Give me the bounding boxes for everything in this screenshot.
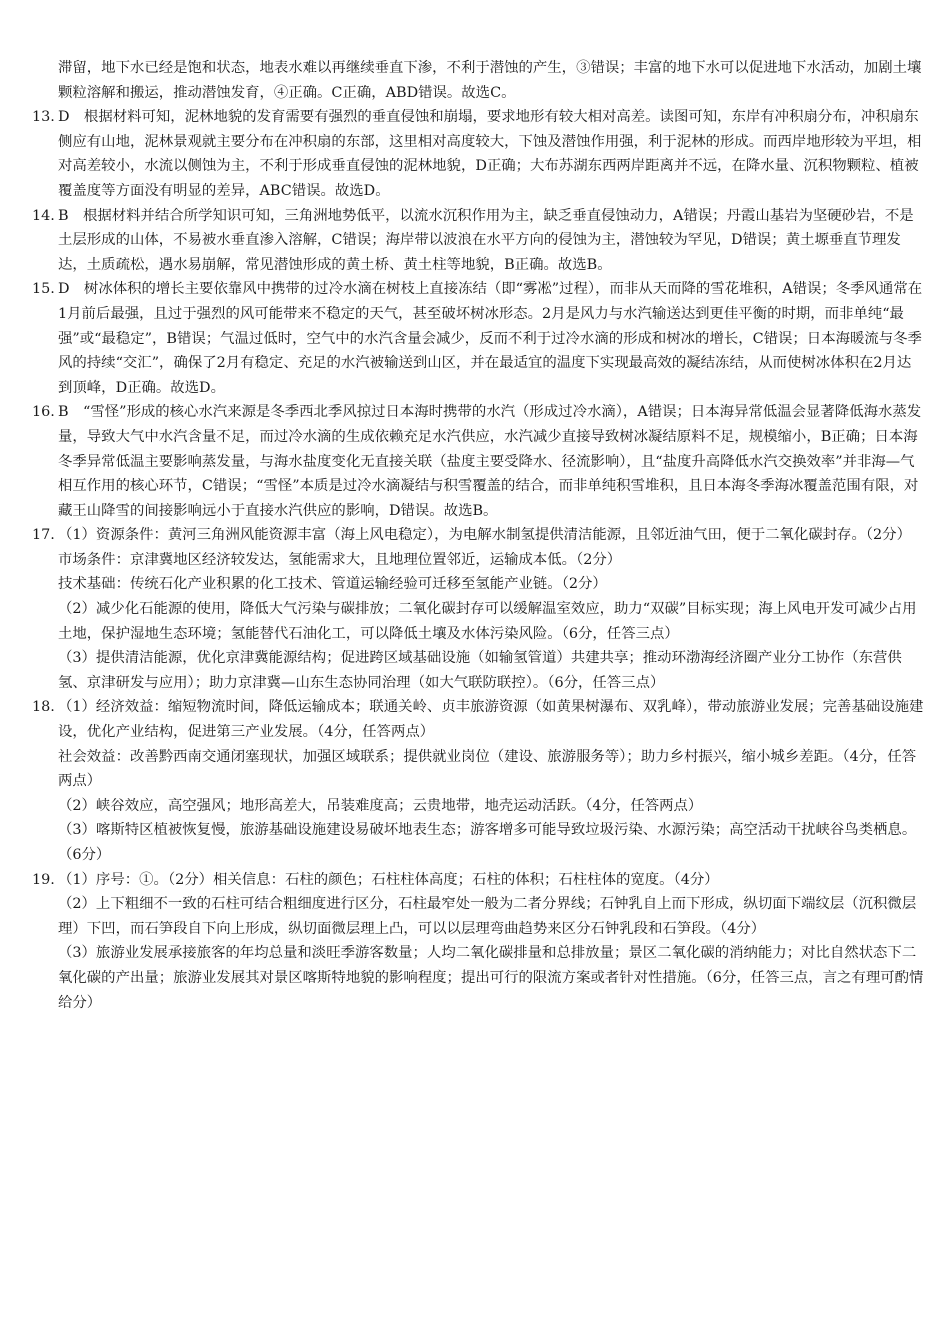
item-number: 13.	[32, 109, 55, 126]
answer-item-17	[32, 523, 924, 695]
answer-part-1-tech: 技术基础：传统石化产业积累的化工技术、管道运输经验可迁移至氢能产业链。（2分）	[58, 576, 607, 593]
answer-item-18	[32, 695, 924, 867]
item-number: 19.	[32, 871, 55, 888]
item-number: 14.	[32, 207, 55, 224]
answer-part-1: （1）资源条件：黄河三角洲风能资源丰富（海上风电稳定），为电解水制氢提供清洁能源，且邻近油气田，便于二氧化碳封存。（2分）	[58, 527, 911, 544]
answer-part-1-social: 社会效益：改善黔西南交通闭塞现状，加强区域联系；提供就业岗位（建设、旅游服务等）；助力乡村振兴，缩小城乡差距。（4分，任答两点）	[58, 748, 917, 790]
answer-part-3: （3）旅游业发展承接旅客的年均总量和淡旺季游客数量；人均二氧化碳排量和总排放量；景区二氧化碳的消纳能力；对比自然状态下二氧化碳的产出量；旅游业发展其对景区喀斯特地貌的影响程度；提出可行的限流方案或者针对性措施。（6分，任答三点，言之有理可酌情给分）	[58, 945, 924, 1011]
answer-text: D 根据材料可知，泥林地貌的发育需要有强烈的垂直侵蚀和崩塌，要求地形有较大相对高差。读图可知，东岸有冲积扇分布，冲积扇东侧应有山地，泥林景观就主要分布在冲积扇的东部，这里相对高度较大，下蚀及潜蚀作用强，利于泥林的形成。而西岸地形较为平坦，相对高差较小，水流以侧蚀为主，不利于形成垂直侵蚀的泥林地貌，D正确；大布苏湖东西两岸距离并不远，在降水量、沉积物颗粒、植被覆盖度等方面没有明显的差异，ABC错误。故选D。	[58, 109, 922, 199]
answer-item-16	[32, 400, 924, 523]
item-number: 15.	[32, 281, 55, 298]
item-number: 17.	[32, 527, 55, 544]
answer-item-15	[32, 277, 924, 400]
item-number: 16.	[32, 404, 55, 421]
answer-part-3: （3）提供清洁能源，优化京津冀能源结构；促进跨区域基础设施（如输氢管道）共建共享；推动环渤海经济圈产业分工协作（东营供氢、京津研发与应用）；助力京津冀—山东生态协同治理（如大气联防联控）。（6分，任答三点）	[58, 650, 902, 691]
answer-part-2: （2）峡谷效应，高空强风；地形高差大，吊装难度高；云贵地带，地壳运动活跃。（4分，任答两点）	[58, 797, 703, 814]
answer-item-19	[32, 868, 924, 1016]
answer-item-14	[32, 204, 924, 278]
answer-part-3: （3）喀斯特区植被恢复慢，旅游基础设施建设易破坏地表生态；游客增多可能导致垃圾污染、水源污染；高空活动干扰峡谷鸟类栖息。（6分）	[58, 822, 917, 863]
answer-part-2: （2）减少化石能源的使用，降低大气污染与碳排放；二氧化碳封存可以缓解温室效应，助力“双碳”目标实现；海上风电开发可减少占用土地，保护湿地生态环境；氢能替代石油化工，可以降低土壤及水体污染风险。（6分，任答三点）	[58, 601, 917, 642]
answer-text: D 树冰体积的增长主要依靠风中携带的过冷水滴在树枝上直接冻结（即“雾凇”过程），而非从天而降的雪花堆积，A错误；冬季风通常在1月前后最强，且过于强烈的风可能带来不稳定的天气，甚至破坏树冰形态。2月是风力与水汽输送达到更佳平衡的时期，而非单纯“最强”或“最稳定”，B错误；气温过低时，空气中的水汽含量会减少，反而不利于过冷水滴的形成和树冰的增长，C错误；日本海暖流与冬季风的持续“交汇”，确保了2月有稳定、充足的水汽被输送到山区，并在最适宜的温度下实现最高效的凝结冻结，从而使树冰体积在2月达到顶峰，D正确。故选D。	[58, 281, 923, 396]
answer-part-2: （2）上下粗细不一致的石柱可结合粗细度进行区分，石柱最窄处一般为二者分界线；石钟乳自上而下形成，纵切面下端纹层（沉积微层理）下凹，而石笋段自下向上形成，纵切面微层理上凸，可以以层理弯曲趋势来区分石钟乳段和石笋段。（4分）	[58, 896, 917, 937]
answer-text: B “雪怪”形成的核心水汽来源是冬季西北季风掠过日本海时携带的水汽（形成过冷水滴），A错误；日本海异常低温会显著降低海水蒸发量，导致大气中水汽含量不足，而过冷水滴的生成依赖充足水汽供应，水汽减少直接导致树冰凝结原料不足，规模缩小，B正确；日本海冬季异常低温主要影响蒸发量，与海水盐度变化无直接关联（盐度主要受降水、径流影响），且“盐度升高降低水汽交换效率”并非海—气相互作用的核心环节，C错误；“雪怪”本质是过冷水滴凝结与积雪覆盖的结合，而非单纯积雪堆积，且日本海冬季海冰覆盖范围有限，对藏王山降雪的间接影响远小于直接水汽供应的影响，D错误。故选B。	[58, 404, 922, 519]
answer-key-page	[32, 56, 924, 1015]
answer-part-1: （1）经济效益：缩短物流时间，降低运输成本；联通关岭、贞丰旅游资源（如黄果树瀑布、双乳峰），带动旅游业发展；完善基础设施建设，优化产业结构，促进第三产业发展。（4分，任答两点）	[58, 699, 924, 741]
answer-part-1-market: 市场条件：京津冀地区经济较发达，氢能需求大，且地理位置邻近，运输成本低。（2分）	[58, 551, 622, 568]
answer-item-13	[32, 105, 924, 203]
answer-part-1: （1）序号：①。（2分）相关信息：石柱的颜色；石柱柱体高度；石柱的体积；石柱柱体的宽度。（4分）	[58, 871, 719, 888]
intro-paragraph: 滞留，地下水已经是饱和状态，地表水难以再继续垂直下渗，不利于潜蚀的产生，③错误；丰富的地下水可以促进地下水活动，加剧土壤颗粒溶解和搬运，推动潜蚀发育，④正确。C正确，ABD错误。故选C。	[58, 60, 922, 101]
answer-text: B 根据材料并结合所学知识可知，三角洲地势低平，以流水沉积作用为主，缺乏垂直侵蚀动力，A错误；丹霞山基岩为坚硬砂岩，不是土层形成的山体，不易被水垂直渗入溶解，C错误；海岸带以波浪在水平方向的侵蚀为主，潜蚀较为罕见，D错误；黄土塬垂直节理发达，土质疏松，遇水易崩解，常见潜蚀形成的黄土桥、黄土柱等地貌，B正确。故选B。	[58, 207, 914, 273]
item-number: 18.	[32, 699, 55, 716]
